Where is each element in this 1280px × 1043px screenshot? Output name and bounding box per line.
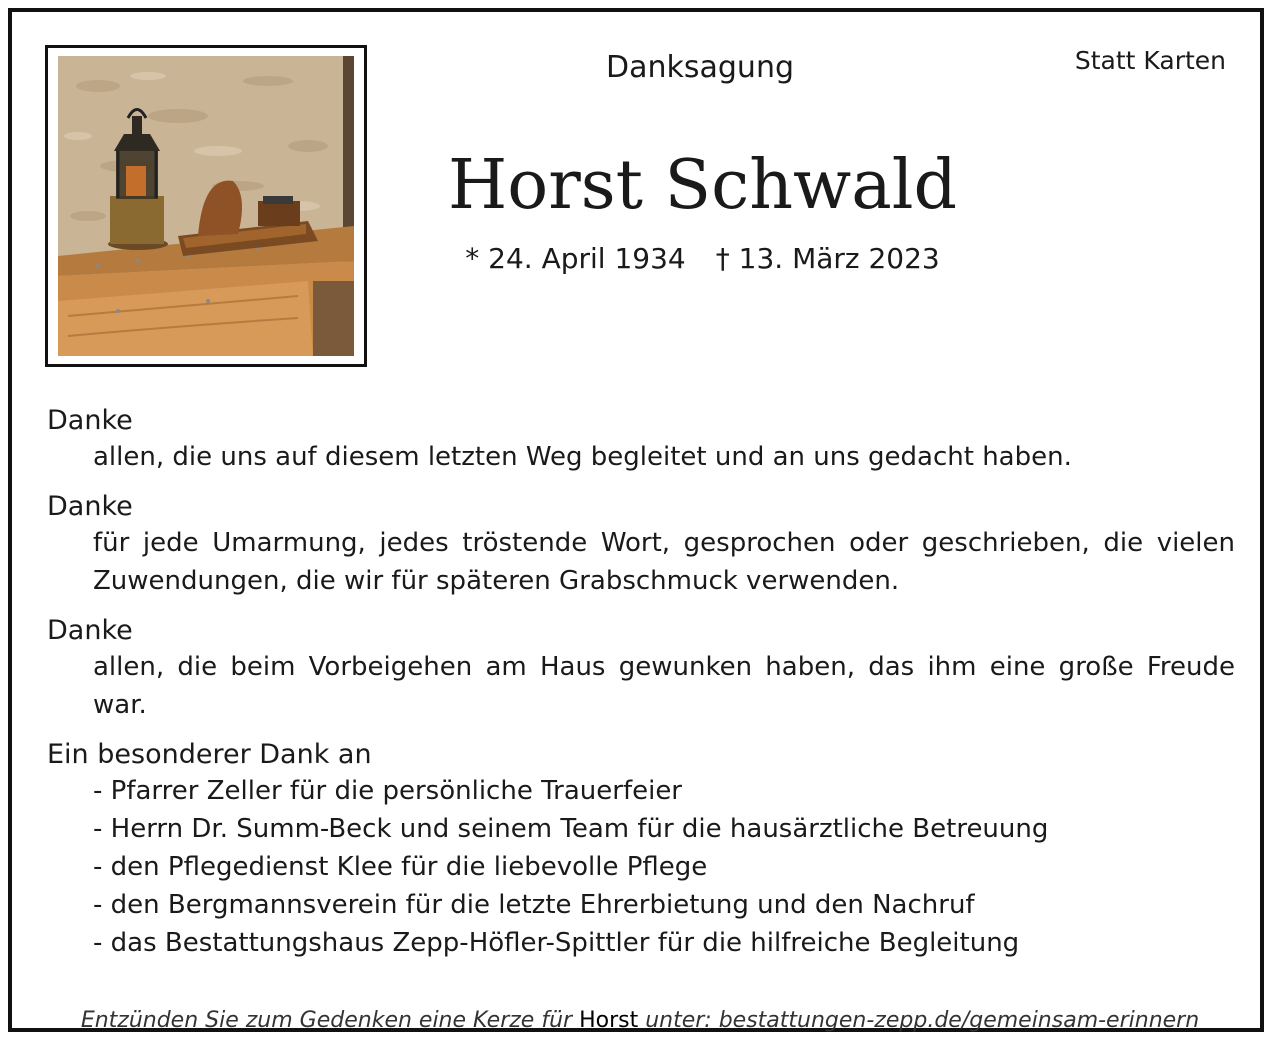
footer-link[interactable]: unter: bestattungen-zepp.de/gemeinsam-erinnern — [645, 1008, 1200, 1033]
list-item: - den Pflegedienst Klee für die liebevolle Pflege — [93, 852, 708, 882]
thanks-title: Danke — [47, 491, 133, 522]
thanks-text: allen, die uns auf diesem letzten Weg begleitet und an uns gedacht haben. — [93, 442, 1072, 472]
statt-karten-note: Statt Karten — [1074, 46, 1226, 75]
memorial-photo-frame — [45, 45, 367, 367]
death-date: † 13. März 2023 — [715, 242, 940, 275]
thanks-title: Danke — [47, 615, 133, 646]
list-item: - das Bestattungshaus Zepp-Höfler-Spittler für die hilfreiche Begleitung — [93, 928, 1020, 958]
special-thanks-list — [47, 772, 1235, 962]
life-dates — [430, 242, 975, 275]
thanks-block — [47, 404, 1235, 476]
list-item: - Pfarrer Zeller für die persönliche Trauerfeier — [93, 776, 682, 806]
footer-name: Horst — [579, 1008, 639, 1033]
notice-heading: Danksagung — [606, 50, 794, 85]
birth-date: * 24. April 1934 — [465, 242, 686, 275]
thanks-text: für jede Umarmung, jedes tröstende Wort, gesprochen oder geschrieben, die vielen Zuwendungen, die wir für späteren Grabschmuck verwenden. — [93, 528, 1235, 596]
thanks-title: Danke — [47, 405, 133, 436]
thanks-text: allen, die beim Vorbeigehen am Haus gewunken haben, das ihm eine große Freude war. — [93, 652, 1235, 720]
thanks-section — [47, 404, 1235, 962]
list-item: - Herrn Dr. Summ-Beck und seinem Team für die hausärztliche Betreuung — [93, 814, 1049, 844]
special-thanks-title: Ein besonderer Dank an — [47, 739, 372, 770]
footer-prefix: Entzünden Sie zum Gedenken eine Kerze für — [80, 1008, 573, 1033]
deceased-name: Horst Schwald — [447, 146, 958, 225]
miner-lamp-photo — [58, 56, 354, 356]
thanks-block — [47, 490, 1235, 600]
list-item: - den Bergmannsverein für die letzte Ehrerbietung und den Nachruf — [93, 890, 975, 920]
thanks-block — [47, 614, 1235, 724]
candle-footer — [20, 1008, 1260, 1033]
